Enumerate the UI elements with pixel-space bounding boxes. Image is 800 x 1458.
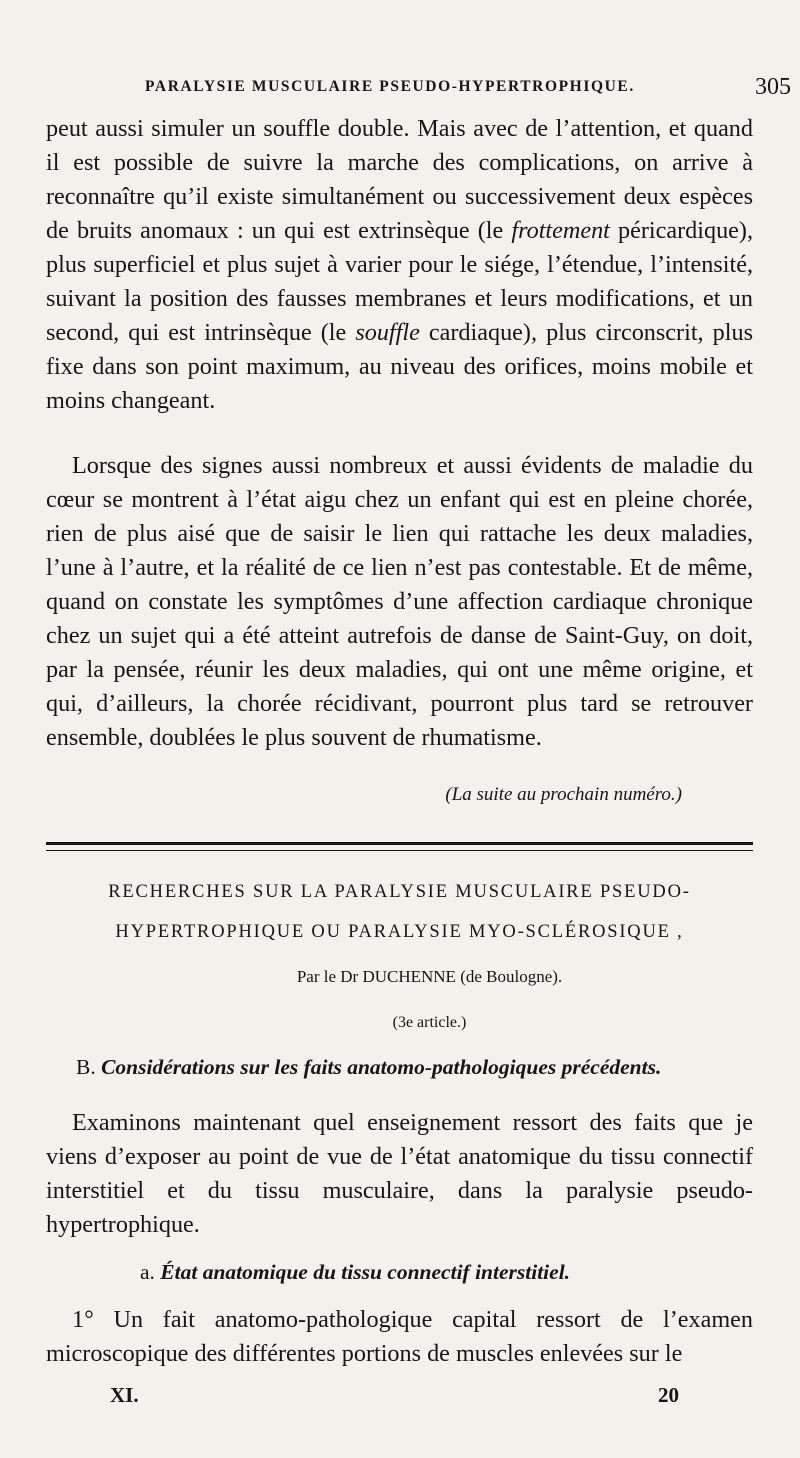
section-b-letter: B. (76, 1055, 102, 1079)
sheet-number: 20 (658, 1383, 679, 1407)
article-number: (3e article.) (392, 1014, 467, 1031)
paragraph-1-italic-frottement: frottement (511, 217, 610, 244)
article-title-line-1: RECHERCHES SUR LA PARALYSIE MUSCULAIRE PSEUDO- (108, 882, 691, 902)
section-heading-b (76, 1055, 661, 1080)
subsection-a-letter: a. (140, 1260, 161, 1284)
paragraph-1-italic-souffle: souffle (355, 319, 420, 346)
article-title-line-2: HYPERTROPHIQUE OU PARALYSIE MYO-SCLÉROSIQUE , (115, 922, 684, 942)
paragraph-3-text: Examinons maintenant quel enseignement ressort des faits que je viens d’exposer au point de vue de l’état anatomique du tissu connectif interstitiel et du tissu musculaire, dans la paralysie pseudo-hypertrophique. (46, 1109, 753, 1238)
paragraph-3 (46, 1106, 753, 1242)
paragraph-4 (46, 1303, 753, 1371)
divider-rule-thin (46, 850, 753, 851)
paragraph-1-text-a: peut aussi simuler un souffle double. Mais avec de l’attention, et quand il est possible de suivre la marche des complications, on arrive à reconnaître qu’il existe simultanément ou successivement deux espèces de bruits anomaux : un qui est extrinsèque (le (46, 115, 753, 244)
section-b-title: Considérations sur les faits anatomo-pathologiques précédents. (101, 1055, 662, 1079)
subsection-heading-a (140, 1260, 570, 1285)
divider-rule-thick (46, 842, 753, 845)
paragraph-1-text-b: péricardique), plus superficiel et plus sujet à varier pour le siége, l’étendue, l’intensité, suivant la position des fausses membranes et leurs modifications, et un second, qui est intrinsèque (le (46, 217, 753, 346)
paragraph-1-text-c: cardiaque), plus circonscrit, plus fixe dans son point maximum, au niveau des orifices, moins mobile et moins changeant. (46, 319, 753, 414)
paragraph-1 (46, 112, 753, 418)
continuation-note: (La suite au prochain numéro.) (445, 784, 682, 805)
article-byline: Par le Dr DUCHENNE (de Boulogne). (296, 967, 563, 986)
paragraph-4-text: 1° Un fait anatomo-pathologique capital ressort de l’examen microscopique des différentes portions de muscles enlevées sur le (46, 1306, 753, 1367)
subsection-a-title: État anatomique du tissu connectif interstitiel. (160, 1260, 571, 1284)
running-title: PARALYSIE MUSCULAIRE PSEUDO-HYPERTROPHIQUE. (145, 78, 635, 95)
running-head (145, 74, 795, 104)
signature-mark: XI. (110, 1383, 139, 1407)
paragraph-2-text: Lorsque des signes aussi nombreux et aussi évidents de maladie du cœur se montrent à l’état aigu chez un enfant qui est en pleine chorée, rien de plus aisé que de saisir le lien qui rattache les deux maladies, l’une à l’autre, et la réalité de ce lien n’est pas contestable. Et de même, quand on constate les symptômes d’une affection cardiaque chronique chez un sujet qui a été atteint autrefois de danse de Saint-Guy, on doit, par la pensée, réunir les deux maladies, qui ont une même origine, et qui, d’ailleurs, la chorée récidivant, pourront plus tard se retrouver ensemble, doublées le plus souvent de rhumatisme. (46, 452, 753, 751)
paragraph-2 (46, 449, 753, 755)
page-number: 305 (755, 74, 791, 100)
